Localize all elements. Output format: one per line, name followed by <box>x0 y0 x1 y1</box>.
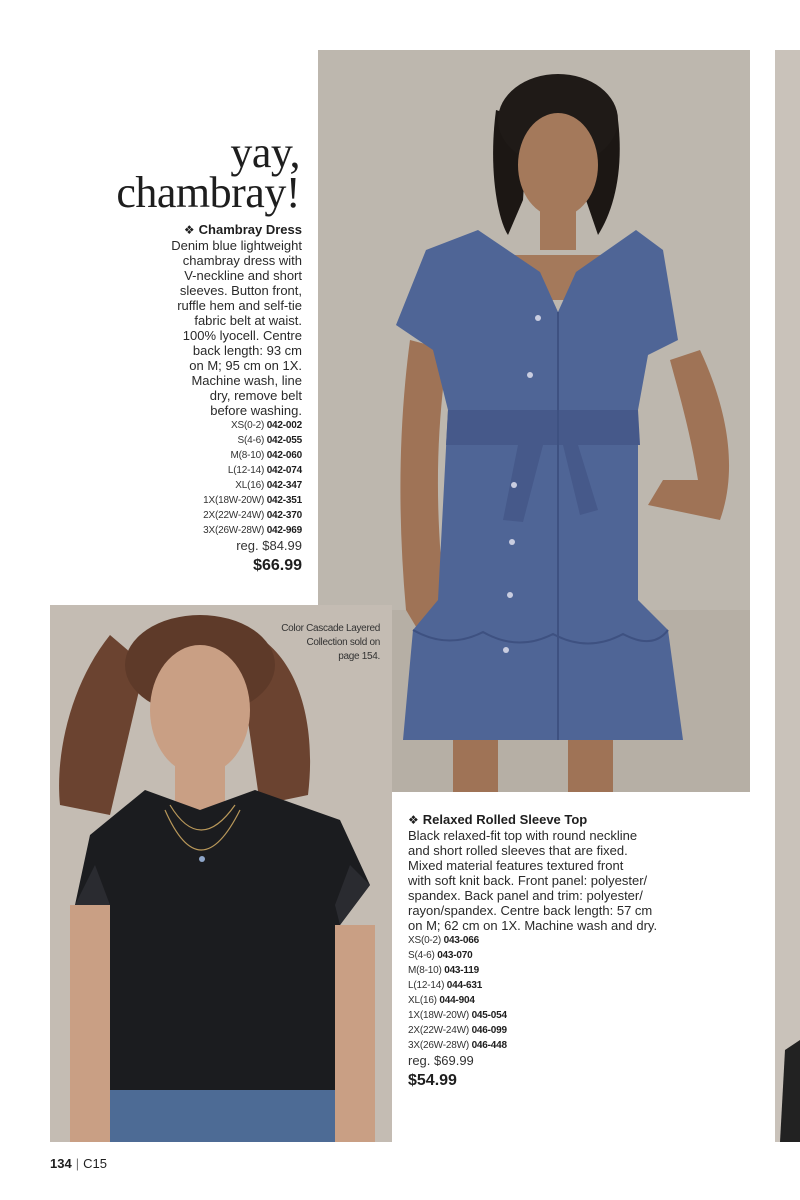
size-row <box>408 1023 688 1038</box>
size-label: 2X(22W-24W) <box>408 1025 469 1036</box>
rolled-sleeve-top-regular-price: reg. $69.99 <box>408 1053 474 1068</box>
item-code: 043-066 <box>443 935 479 946</box>
description-line: Black relaxed-fit top with round neckline <box>408 828 638 843</box>
headline <box>116 128 300 217</box>
item-code: 046-448 <box>471 1040 507 1051</box>
description-line: V-neckline and short <box>184 268 302 283</box>
item-code: 042-055 <box>266 435 302 446</box>
item-code: 044-904 <box>439 995 475 1006</box>
collection-note <box>260 622 380 664</box>
description-line: Denim blue lightweight <box>171 238 302 253</box>
catalog-code: C15 <box>83 1156 107 1171</box>
item-code: 046-099 <box>471 1025 507 1036</box>
description-line: on M; 62 cm on 1X. Machine wash and dry. <box>408 918 658 933</box>
size-row <box>408 1038 688 1053</box>
description-line: back length: 93 cm <box>192 343 302 358</box>
size-row <box>102 448 302 463</box>
size-row <box>102 418 302 433</box>
chambray-dress-name: Chambray Dress <box>198 222 302 237</box>
page-footer <box>50 1156 107 1171</box>
rolled-sleeve-top-name: Relaxed Rolled Sleeve Top <box>422 812 588 827</box>
size-row <box>102 433 302 448</box>
description-line: Mixed material features textured front <box>408 858 624 873</box>
chambray-dress-sale-price: $66.99 <box>253 557 302 574</box>
size-row <box>102 478 302 493</box>
rolled-sleeve-top-title <box>408 812 688 828</box>
description-line: fabric belt at waist. <box>194 313 302 328</box>
size-row <box>408 978 688 993</box>
chambray-dress-description <box>102 238 302 418</box>
diamond-bullet-icon: ❖ <box>183 223 195 237</box>
item-code: 043-119 <box>444 965 479 976</box>
description-line: sleeves. Button front, <box>179 283 302 298</box>
description-line: with soft knit back. Front panel: polyester/ <box>408 873 648 888</box>
size-row <box>102 523 302 538</box>
note-line: Color Cascade Layered <box>281 623 380 634</box>
description-line: spandex. Back panel and trim: polyester/ <box>408 888 643 903</box>
size-label: 2X(22W-24W) <box>203 510 265 521</box>
item-code: 042-060 <box>266 450 302 461</box>
size-label: L(12-14) <box>408 980 445 991</box>
size-row <box>408 993 688 1008</box>
page-number: 134 <box>50 1156 72 1171</box>
chambray-dress-title <box>102 222 302 238</box>
size-row <box>408 963 688 978</box>
rolled-sleeve-top-copy <box>408 812 688 1094</box>
headline-line-2: chambray! <box>116 168 300 217</box>
size-row <box>102 463 302 478</box>
size-row <box>408 1008 688 1023</box>
size-row <box>408 933 688 948</box>
size-label: XL(16) <box>235 480 265 491</box>
size-label: M(8-10) <box>230 450 265 461</box>
size-label: M(8-10) <box>408 965 442 976</box>
item-code: 042-969 <box>266 525 302 536</box>
size-label: 1X(18W-20W) <box>408 1010 469 1021</box>
item-code: 042-074 <box>266 465 302 476</box>
footer-separator: | <box>75 1156 80 1171</box>
item-code: 043-070 <box>437 950 473 961</box>
size-row <box>408 948 688 963</box>
size-label: XS(0-2) <box>231 420 265 431</box>
description-line: dry, remove belt <box>209 388 302 403</box>
size-label: XS(0-2) <box>408 935 442 946</box>
size-label: 3X(26W-28W) <box>408 1040 469 1051</box>
description-line: rayon/spandex. Centre back length: 57 cm <box>408 903 653 918</box>
description-line: ruffle hem and self-tie <box>177 298 302 313</box>
headline-line-1: yay, <box>230 128 300 177</box>
size-label: XL(16) <box>408 995 437 1006</box>
item-code: 042-002 <box>266 420 302 431</box>
item-code: 042-370 <box>266 510 302 521</box>
description-line: 100% lyocell. Centre <box>182 328 302 343</box>
description-line: Machine wash, line <box>191 373 302 388</box>
rolled-sleeve-top-size-list <box>408 933 688 1053</box>
rolled-sleeve-top-sale-price: $54.99 <box>408 1072 457 1089</box>
description-line: chambray dress with <box>182 253 302 268</box>
chambray-dress-regular-price: reg. $84.99 <box>236 538 302 553</box>
top-model-photo <box>50 605 392 1142</box>
item-code: 042-351 <box>266 495 302 506</box>
size-label: L(12-14) <box>227 465 265 476</box>
chambray-dress-copy <box>102 222 302 579</box>
size-label: 1X(18W-20W) <box>203 495 265 506</box>
size-row <box>102 493 302 508</box>
description-line: before washing. <box>210 403 302 418</box>
size-label: 3X(26W-28W) <box>203 525 265 536</box>
item-code: 045-054 <box>471 1010 507 1021</box>
chambray-dress-size-list <box>102 418 302 538</box>
note-line: Collection sold on <box>306 637 380 648</box>
item-code: 044-631 <box>446 980 483 991</box>
size-row <box>102 508 302 523</box>
diamond-bullet-icon: ❖ <box>408 813 419 827</box>
description-line: and short rolled sleeves that are fixed. <box>408 843 628 858</box>
rolled-sleeve-top-description <box>408 828 688 933</box>
size-label: S(4-6) <box>237 435 265 446</box>
note-line: page 154. <box>338 651 380 662</box>
description-line: on M; 95 cm on 1X. <box>189 358 302 373</box>
adjacent-page-photo-edge <box>775 50 800 1142</box>
item-code: 042-347 <box>266 480 302 491</box>
size-label: S(4-6) <box>408 950 435 961</box>
